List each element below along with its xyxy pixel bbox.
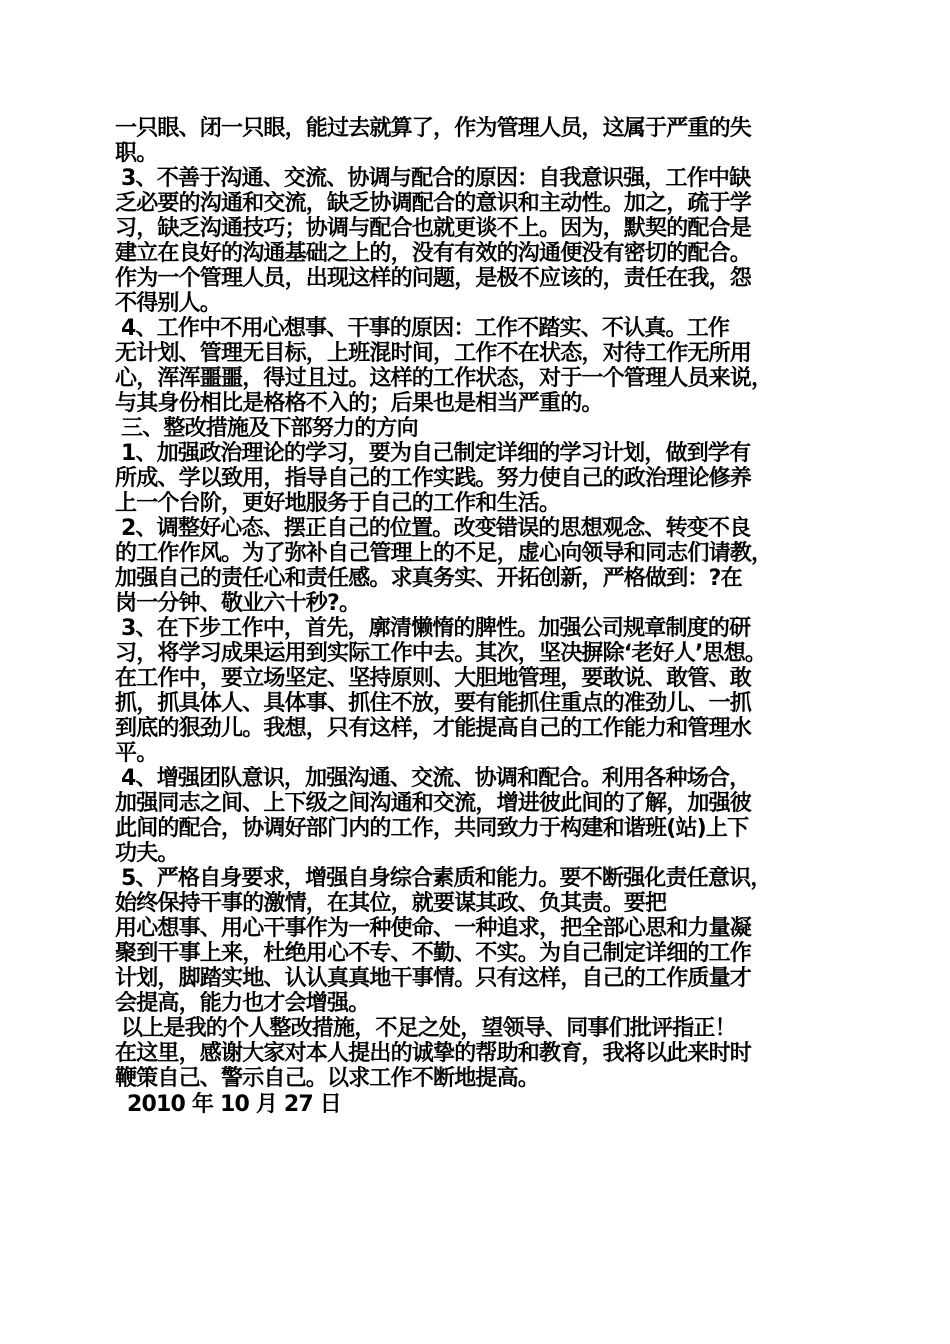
text-line: 作为一个管理人员，出现这样的问题，是极不应该的，责任在我，怨 (115, 266, 752, 291)
text-line: 建立在良好的沟通基础之上的，没有有效的沟通便没有密切的配合。 (115, 241, 752, 266)
text-line: 一只眼、闭一只眼，能过去就算了，作为管理人员，这属于严重的失 (115, 116, 752, 141)
text-line: 加强自己的责任心和责任感。求真务实、开拓创新，严格做到：?在 (115, 566, 742, 591)
text-line: 在工作中，要立场坚定、坚持原则、大胆地管理，要敢说、敢管、敢 (115, 666, 752, 691)
text-line: 5、严格自身要求，增强自身综合素质和能力。要不断强化责任意识， (121, 866, 772, 891)
text-line: 鞭策自己、警示自己。以求工作不断地提高。 (115, 1066, 540, 1091)
text-line: 此间的配合，协调好部门内的工作，共同致力于构建和谐班(站)上下 (115, 816, 749, 841)
text-line: 上一个台阶，更好地服务于自己的工作和生活。 (115, 491, 561, 516)
text-line: 到底的狠劲儿。我想，只有这样，才能提高自己的工作能力和管理水 (115, 716, 752, 741)
text-line: 与其身份相比是格格不入的；后果也是相当严重的。 (115, 391, 603, 416)
text-line: 岗一分钟、敬业六十秒?。 (115, 591, 361, 616)
text-line: 习，将学习成果运用到实际工作中去。其次，坚决摒除‘老好人’思想。 (115, 641, 767, 666)
text-line: 心，浑浑噩噩，得过且过。这样的工作状态，对于一个管理人员来说， (115, 366, 773, 391)
text-line: 1、加强政治理论的学习，要为自己制定详细的学习计划，做到学有 (121, 441, 751, 466)
text-line: 始终保持干事的激情，在其位，就要谋其政、负其责。要把 (115, 891, 667, 916)
text-line: 计划，脚踏实地、认认真真地干事情。只有这样，自己的工作质量才 (115, 966, 752, 991)
text-line: 的工作作风。为了弥补自己管理上的不足，虚心向领导和同志们请教， (115, 541, 773, 566)
text-line: 2、调整好心态、摆正自己的位置。改变错误的思想观念、转变不良 (121, 516, 751, 541)
document-date: 2010 年 10 月 27 日 (127, 1092, 341, 1117)
text-line: 4、工作中不用心想事、干事的原因：工作不踏实、不认真。工作 (121, 316, 730, 341)
text-line: 三、整改措施及下部努力的方向 (121, 416, 418, 441)
text-line: 平。 (115, 741, 158, 766)
text-line: 乏必要的沟通和交流，缺乏协调配合的意识和主动性。加之，疏于学 (115, 191, 752, 216)
text-line: 习，缺乏沟通技巧；协调与配合也就更谈不上。因为，默契的配合是 (115, 216, 752, 241)
text-line: 加强同志之间、上下级之间沟通和交流，增进彼此间的了解，加强彼 (115, 791, 752, 816)
text-line: 3、在下步工作中，首先，廓清懒惰的脾性。加强公司规章制度的研 (121, 616, 751, 641)
text-line: 抓，抓具体人、具体事、抓住不放，要有能抓住重点的准劲儿、一抓 (115, 691, 752, 716)
text-line: 功夫。 (115, 841, 179, 866)
text-line: 3、不善于沟通、交流、协调与配合的原因：自我意识强，工作中缺 (121, 166, 751, 191)
text-line: 不得别人。 (115, 291, 222, 316)
document-page (115, 116, 850, 1117)
text-line: 以上是我的个人整改措施，不足之处，望领导、同事们批评指正！ (121, 1016, 736, 1041)
text-line: 聚到干事上来，杜绝用心不专、不勤、不实。为自己制定详细的工作 (115, 941, 752, 966)
text-line: 所成、学以致用，指导自己的工作实践。努力使自己的政治理论修养 (115, 466, 752, 491)
text-line: 无计划、管理无目标，上班混时间，工作不在状态，对待工作无所用 (115, 341, 752, 366)
text-line: 会提高，能力也才会增强。 (115, 991, 370, 1016)
text-line: 4、增强团队意识，加强沟通、交流、协调和配合。利用各种场合， (121, 766, 751, 791)
document-body (115, 116, 850, 1091)
text-line: 在这里，感谢大家对本人提出的诚挚的帮助和教育，我将以此来时时 (115, 1041, 752, 1066)
text-line: 职。 (115, 141, 158, 166)
text-line: 用心想事、用心干事作为一种使命、一种追求，把全部心思和力量凝 (115, 916, 752, 941)
